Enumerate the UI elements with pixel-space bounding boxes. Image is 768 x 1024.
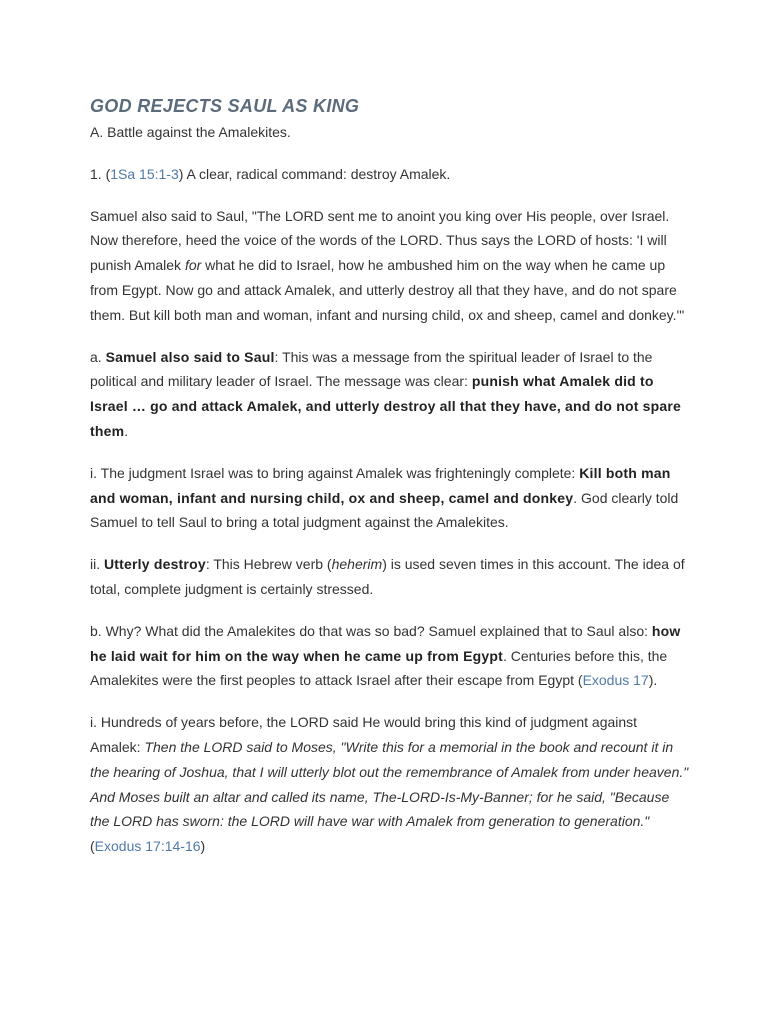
paragraph-text: : This Hebrew verb ( (205, 556, 332, 573)
bold-phrase: Utterly destroy (104, 556, 206, 573)
italic-word: heherim (331, 556, 383, 573)
paragraph-text: . (124, 422, 129, 439)
point-1-text: ) A clear, radical command: destroy Amalek. (178, 165, 451, 182)
paragraph-a-ii (90, 552, 690, 602)
paragraph-text: : This was a message from the spiritual leader of Israel to the political and military leader of Israel. The message was clear: (90, 348, 653, 390)
paragraph-text: . Centuries before this, the Amalekites were the first peoples to attack Israel after their escape from Egypt ( (90, 647, 668, 689)
italic-quote: Then the LORD said to Moses, "Write this for a memorial in the book and recount it in the hearing of Joshua, that I will utterly blot out the remembrance of Amalek from under heaven." And Moses built an altar and called its name, The-LORD-Is-My-Banner; for he said, "Because the LORD has sworn: the LORD will have war with Amalek from generation to generation." (90, 738, 689, 830)
bold-phrase: Samuel also said to Saul (105, 348, 275, 365)
paragraph-prefix: a. (90, 348, 106, 365)
paragraph-text: i. Hundreds of years before, the LORD said He would bring this kind of judgment against Amalek: (90, 714, 638, 755)
document-body (90, 93, 690, 859)
point-1-prefix: 1. ( (90, 165, 111, 182)
paragraph-text: ). (648, 672, 658, 689)
paragraph-a-i (90, 461, 690, 535)
bold-phrase: Kill both man and woman, infant and nursing child, ox and sheep, camel and donkey (90, 464, 671, 506)
paragraph-b (90, 619, 690, 693)
scripture-ref-link[interactable]: 1Sa 15:1-3 (110, 165, 179, 182)
paragraph-text: ( (90, 838, 95, 855)
paragraph-text: . God clearly told Samuel to tell Saul to bring a total judgment against the Amalekites. (90, 489, 679, 531)
bold-phrase: punish what Amalek did to Israel … go and attack Amalek, and utterly destroy all that they have, and do not spare them (90, 373, 682, 439)
page-title: GOD REJECTS SAUL AS KING (90, 96, 360, 116)
paragraph-text: b. Why? What did the Amalekites do that was so bad? Samuel explained that to Saul also: (90, 622, 652, 639)
bold-phrase: how he laid wait for him on the way when he came up from Egypt (90, 622, 681, 664)
paragraph-text: i. The judgment Israel was to bring against Amalek was frighteningly complete: (90, 464, 580, 481)
paragraph-a (90, 345, 690, 444)
point-1 (90, 162, 690, 187)
scripture-text: what he did to Israel, how he ambushed him on the way when he came up from Egypt. Now go and attack Amalek, and utterly destroy all that they have, and do not spare them. But kill both man and woman, infant and nursing child, ox and sheep, camel and donkey.'" (90, 257, 685, 323)
paragraph-text: ) is used seven times in this account. The idea of total, complete judgment is certainly stressed. (90, 556, 685, 597)
section-heading: A. Battle against the Amalekites. (90, 124, 291, 140)
scripture-text: Samuel also said to Saul, "The LORD sent me to anoint you king over His people, over Israel. Now therefore, heed the voice of the words of the LORD. Thus says the LORD of hosts: 'I will punish Amalek (90, 207, 670, 274)
paragraph-b-i (90, 710, 690, 859)
scripture-ref-link[interactable]: Exodus 17 (582, 672, 649, 689)
scripture-ref-link[interactable]: Exodus 17:14-16 (94, 838, 201, 855)
paragraph-prefix: ii. (90, 556, 104, 573)
scripture-italic: for (184, 257, 202, 274)
scripture-quote (90, 204, 690, 328)
paragraph-text: ) (200, 838, 206, 855)
